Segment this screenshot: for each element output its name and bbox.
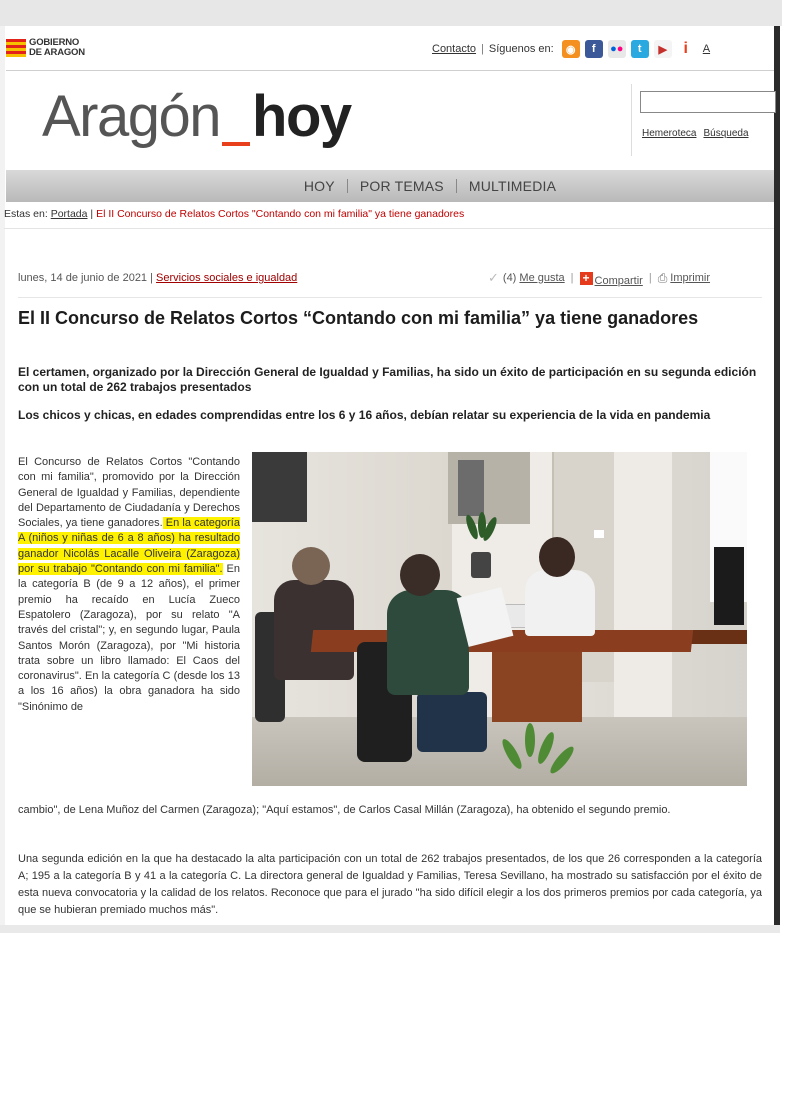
article-title: El II Concurso de Relatos Cortos “Contando con mi familia” ya tiene ganadores [18, 308, 699, 328]
share-plus-icon[interactable]: + [580, 272, 593, 285]
cut-link[interactable]: A [702, 43, 711, 55]
article-body-column [18, 455, 240, 715]
category-link[interactable]: Servicios sociales e igualdad [156, 272, 298, 284]
gov-aragon-logo[interactable] [6, 38, 85, 58]
bottom-strip [0, 925, 780, 933]
breadcrumb [4, 208, 464, 220]
body-text-part2: En la categoría B (de 9 a 12 años), el primer premio ha recaído en Lucía Zueco Espatolero (Zaragoza), por su relato "A través del cristal"; y, en segundo lugar, Paula Santos Morón (Zaragoza), por "Mi historia trata sobre un libro llamado: El Caos del coronavirus". En la categoría C (desde los 13 a los 16 años) la obra ganadora ha sido "Sinónimo de [18, 563, 241, 713]
aragon-flag-icon [6, 39, 26, 57]
article-paragraph-2: Una segunda edición en la que ha destacado la alta participación con un total de 262 trabajos presentados, de los que 26 corresponden a la categoría A; 195 a la categoría B y 41 a la categoría C. La directora general de Igualdad y Familias, Teresa Sevillano, ha mostrado su satisfacción por el éxito de esta nueva convocatoria y la calidad de los relatos. Reconoce que para el jurado "ha sido difícil elegir a los dos primeros premios por cada categoría, ya que se hubieran premiado muchos más". [18, 853, 762, 916]
gov-logo-line1: GOBIERNO [29, 37, 80, 48]
breadcrumb-divider [4, 228, 774, 229]
nav-separator [347, 179, 348, 193]
header-vertical-divider [631, 84, 632, 156]
nav-separator [456, 179, 457, 193]
meta-divider [18, 297, 762, 298]
nav-item-hoy[interactable]: HOY [303, 178, 335, 194]
nav-item-multimedia[interactable]: MULTIMEDIA [468, 178, 557, 194]
twitter-icon[interactable]: t [631, 40, 649, 58]
facebook-icon[interactable]: f [585, 40, 603, 58]
search-input[interactable] [640, 91, 776, 113]
checkmark-icon: ✓ [488, 270, 499, 285]
separator: | [648, 272, 652, 284]
breadcrumb-prefix: Estas en: [4, 208, 48, 220]
site-logo[interactable] [42, 82, 351, 152]
logo-text-bold: hoy [252, 84, 351, 149]
body-highlighted-text: En la categoría A (niños y niñas de 6 a 8 años) ha resultado ganador Nicolás Lacalle Oliveira (Zaragoza) por su trabajo "Contando con mi familia". [18, 517, 240, 576]
right-edge-bar [774, 26, 780, 931]
print-link[interactable]: Imprimir [670, 272, 711, 284]
follow-label: Síguenos en: [488, 43, 554, 55]
youtube-icon[interactable]: ▶ [654, 40, 672, 58]
article-subtitle-2: Los chicos y chicas, en edades comprendidas entre los 6 y 16 años, debían relatar su experiencia de la vida en pandemia [18, 408, 711, 422]
logo-text-thin: Aragón [42, 84, 221, 149]
breadcrumb-home[interactable]: Portada [50, 208, 88, 220]
print-icon[interactable]: ⎙ [657, 270, 668, 285]
article-body-continuation: cambio", de Lena Muñoz del Carmen (Zaragoza); "Aquí estamos", de Carlos Casal Millán (Zaragoza), ha obtenido el segundo premio. [18, 804, 671, 816]
logo-underscore [222, 142, 250, 146]
rss-icon[interactable]: ◉ [562, 40, 580, 58]
breadcrumb-separator: | [90, 208, 94, 220]
header-divider [6, 70, 774, 71]
top-links [432, 40, 710, 58]
info-icon[interactable]: i [677, 40, 695, 58]
article-meta [18, 272, 297, 284]
contact-link[interactable]: Contacto [432, 43, 477, 55]
main-nav [6, 170, 774, 202]
separator: | [481, 43, 484, 55]
body-text-part1: El Concurso de Relatos Cortos "Contando con mi familia", promovido por la Dirección General de Igualdad y Familias, dependiente del Departamento de Ciudadanía y Derechos Sociales, ya tiene ganadores. [18, 456, 240, 530]
article-subtitle-1: El certamen, organizado por la Dirección General de Igualdad y Familias, ha sido un éxito de participación en su segunda edición con un total de 262 trabajos presentados [18, 365, 757, 394]
nav-item-por-temas[interactable]: POR TEMAS [359, 178, 444, 194]
separator: | [570, 272, 574, 284]
share-link[interactable]: Compartir [594, 275, 643, 287]
search-links [642, 128, 756, 139]
article-photo [252, 452, 747, 786]
left-shade [0, 26, 5, 931]
article-actions [488, 270, 710, 286]
breadcrumb-current: El II Concurso de Relatos Cortos "Contando con mi familia" ya tiene ganadores [96, 208, 465, 220]
likes-count: (4) [502, 272, 517, 284]
busqueda-link[interactable]: Búsqueda [703, 128, 749, 139]
browser-top-strip [0, 0, 782, 26]
hemeroteca-link[interactable]: Hemeroteca [642, 128, 697, 139]
like-link[interactable]: Me gusta [519, 272, 565, 284]
flickr-icon[interactable]: ● ● [608, 40, 626, 58]
social-icons [562, 40, 695, 58]
meta-separator: | [150, 272, 153, 284]
gov-logo-line2: DE ARAGON [29, 47, 85, 58]
article-date: lunes, 14 de junio de 2021 [18, 272, 148, 284]
